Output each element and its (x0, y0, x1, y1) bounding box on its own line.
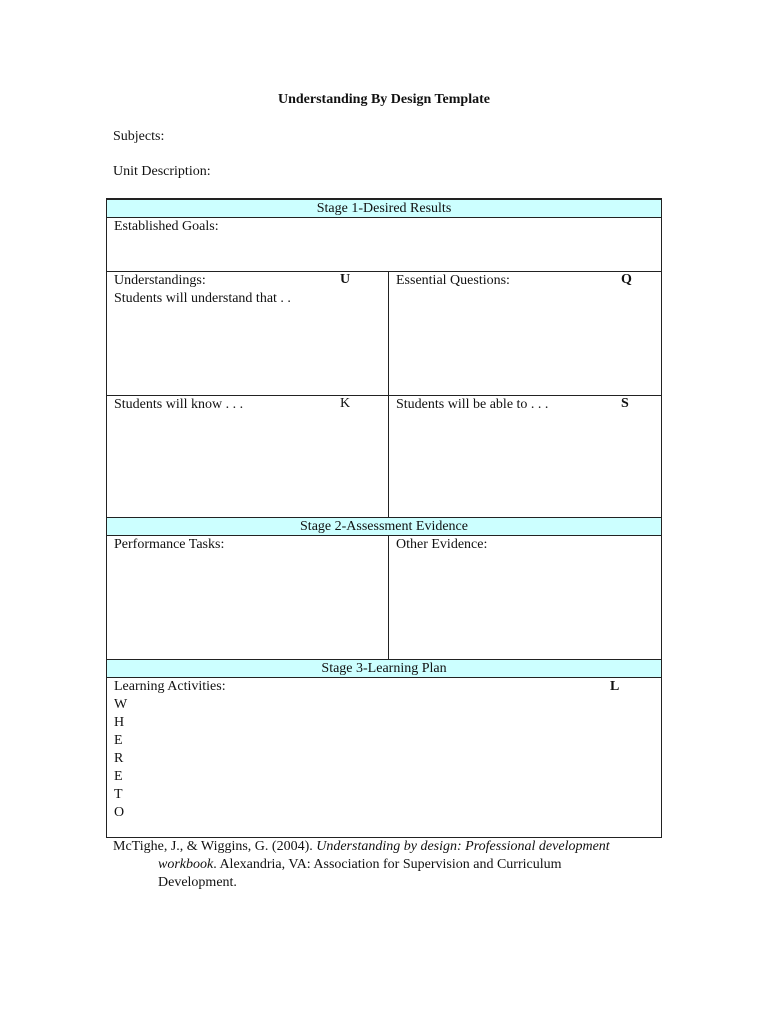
citation-authors: McTighe, J., & Wiggins, G. (2004). (113, 839, 317, 854)
q-letter: Q (621, 272, 632, 287)
l-letter: L (610, 679, 620, 694)
understandings-label: Understandings: (114, 273, 206, 288)
established-goals-cell (107, 218, 661, 271)
subjects-label: Subjects: (113, 129, 165, 144)
citation (113, 838, 658, 892)
citation-title-2: workbook (158, 857, 214, 872)
where-to-letter-w: W (114, 697, 128, 712)
u-letter: U (340, 272, 351, 287)
essential-questions-label: Essential Questions: (396, 273, 510, 288)
where-to-letter-o: O (114, 805, 125, 820)
performance-tasks-cell (107, 536, 388, 659)
where-to-letter-t: T (114, 787, 123, 802)
s-letter: S (621, 396, 629, 411)
students-able-cell (389, 396, 661, 517)
understandings-sub: Students will understand that . . (114, 291, 291, 306)
learning-activities-label: Learning Activities: (114, 679, 226, 694)
established-goals-label: Established Goals: (114, 219, 219, 234)
k-letter: K (340, 396, 351, 411)
where-to-letter-e1: E (114, 733, 123, 748)
where-to-letter-h: H (114, 715, 125, 730)
students-know-cell (107, 396, 388, 517)
citation-rest-2: . Alexandria, VA: Association for Supervision and Curriculum (213, 857, 562, 872)
where-to-letter-r: R (114, 751, 124, 766)
learning-activities-cell (107, 678, 661, 838)
where-to-letter-e2: E (114, 769, 123, 784)
unit-description-label: Unit Description: (113, 164, 211, 179)
performance-tasks-label: Performance Tasks: (114, 537, 225, 552)
understandings-cell (107, 272, 388, 395)
other-evidence-cell (389, 536, 661, 659)
stage3-header: Stage 3-Learning Plan (107, 659, 661, 678)
stage1-header: Stage 1-Desired Results (107, 199, 661, 218)
citation-title-1: Understanding by design: Professional development (316, 839, 610, 854)
other-evidence-label: Other Evidence: (396, 537, 488, 552)
citation-rest-3: Development. (158, 875, 237, 890)
students-know-label: Students will know . . . (114, 397, 244, 412)
document-title: Understanding By Design Template (278, 92, 490, 107)
essential-questions-cell (389, 272, 661, 395)
stage2-header: Stage 2-Assessment Evidence (107, 517, 661, 536)
students-able-label: Students will be able to . . . (396, 397, 549, 412)
ubd-template-table (106, 198, 662, 838)
